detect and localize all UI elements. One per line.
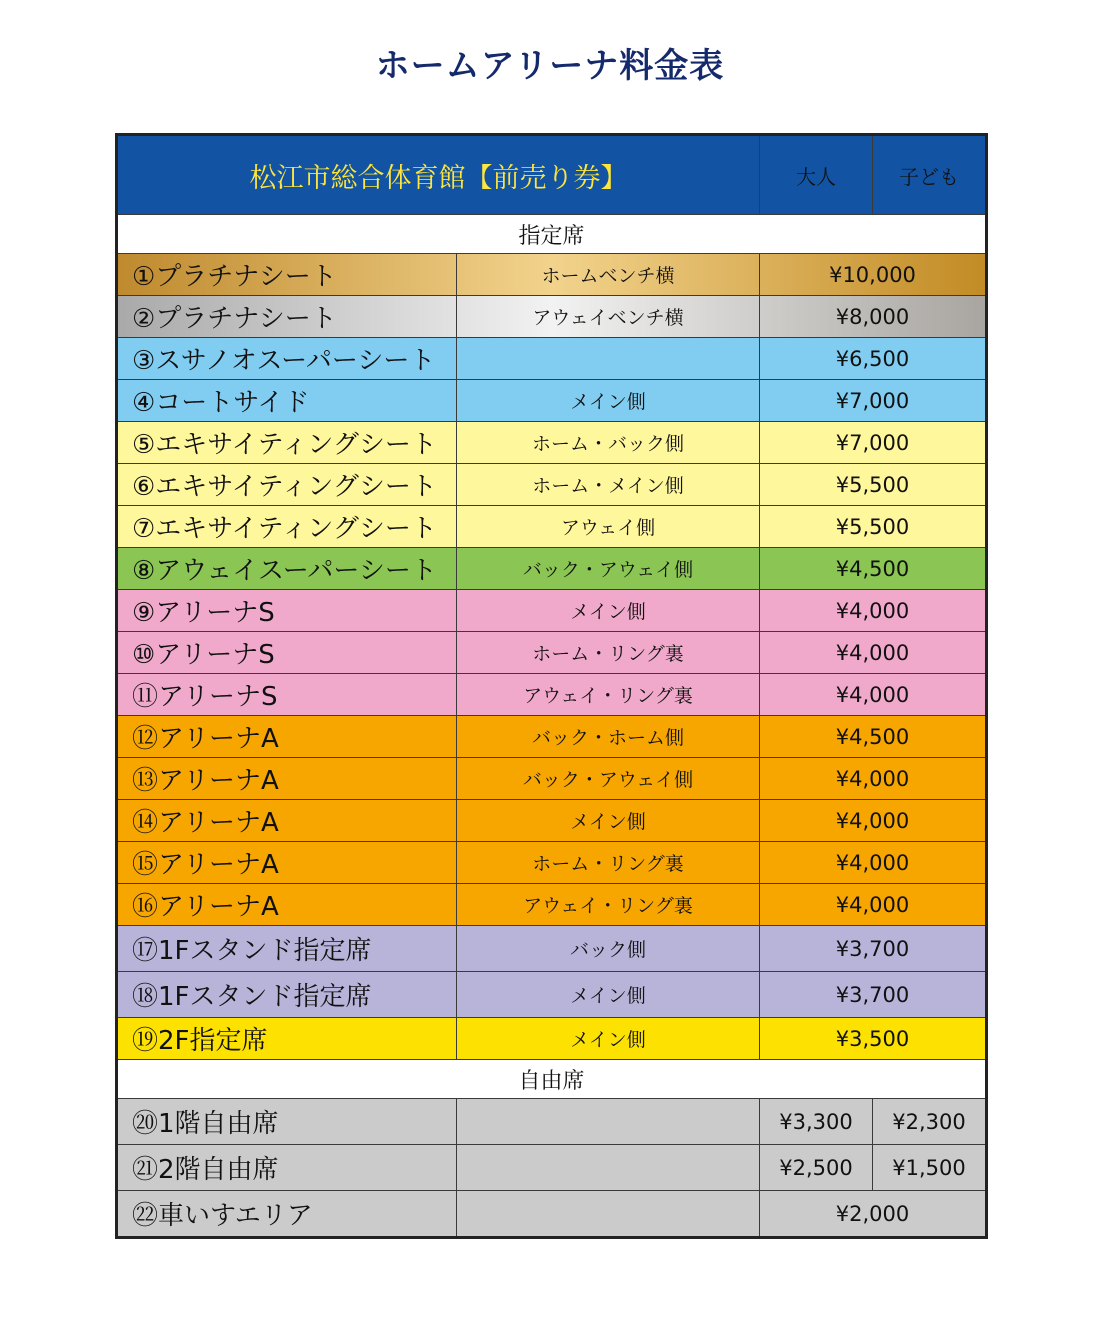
seat-area: メイン側: [457, 800, 760, 842]
child-header: 子ども: [873, 135, 987, 215]
table-row: [117, 590, 987, 632]
seat-name: ②プラチナシート: [117, 296, 457, 338]
seat-price: ¥4,000: [760, 842, 987, 884]
seat-name: ⑨アリーナS: [117, 590, 457, 632]
table-row: [117, 506, 987, 548]
seat-price: ¥4,000: [760, 884, 987, 926]
seat-price: ¥4,000: [760, 758, 987, 800]
seat-area: メイン側: [457, 590, 760, 632]
seat-name: ⑩アリーナS: [117, 632, 457, 674]
section-label-free: 自由席: [117, 1060, 987, 1099]
seat-area: メイン側: [457, 972, 760, 1018]
venue-header: 松江市総合体育館【前売り券】: [117, 135, 760, 215]
seat-area: バック・ホーム側: [457, 716, 760, 758]
child-price: ¥2,300: [873, 1099, 987, 1145]
seat-area: メイン側: [457, 380, 760, 422]
seat-price: ¥3,500: [760, 1018, 987, 1060]
seat-area: [457, 1099, 760, 1145]
table-row: [117, 338, 987, 380]
seat-name: ⑪アリーナS: [117, 674, 457, 716]
table-row: [117, 1145, 987, 1191]
table-header-row: [117, 135, 987, 215]
child-price: ¥1,500: [873, 1145, 987, 1191]
seat-name: ⑱1Fスタンド指定席: [117, 972, 457, 1018]
seat-price: ¥5,500: [760, 464, 987, 506]
seat-name: ⑦エキサイティングシート: [117, 506, 457, 548]
section-row-free: [117, 1060, 987, 1099]
table-row: [117, 972, 987, 1018]
seat-name: ㉑2階自由席: [117, 1145, 457, 1191]
seat-name: ⑫アリーナA: [117, 716, 457, 758]
seat-area: メイン側: [457, 1018, 760, 1060]
seat-area: アウェイ側: [457, 506, 760, 548]
table-row: [117, 1191, 987, 1238]
seat-name: ⑤エキサイティングシート: [117, 422, 457, 464]
page-title: ホームアリーナ料金表: [375, 46, 725, 86]
seat-name: ③スサノオスーパーシート: [117, 338, 457, 380]
seat-price: ¥10,000: [760, 254, 987, 296]
seat-name: ⑥エキサイティングシート: [117, 464, 457, 506]
seat-name: ④コートサイド: [117, 380, 457, 422]
seat-price: ¥4,000: [760, 632, 987, 674]
table-row: [117, 548, 987, 590]
seat-name: ㉒車いすエリア: [117, 1191, 457, 1238]
section-row-reserved: [117, 215, 987, 254]
seat-name: ⑯アリーナA: [117, 884, 457, 926]
seat-price: ¥8,000: [760, 296, 987, 338]
seat-name: ⑧アウェイスーパーシート: [117, 548, 457, 590]
seat-price: ¥7,000: [760, 422, 987, 464]
seat-price: ¥7,000: [760, 380, 987, 422]
seat-name: ⑲2F指定席: [117, 1018, 457, 1060]
seat-area: [457, 338, 760, 380]
table-row: [117, 296, 987, 338]
table-row: [117, 674, 987, 716]
seat-price: ¥4,000: [760, 674, 987, 716]
adult-header: 大人: [760, 135, 873, 215]
seat-price: ¥6,500: [760, 338, 987, 380]
seat-name: ⑬アリーナA: [117, 758, 457, 800]
seat-name: ⑮アリーナA: [117, 842, 457, 884]
section-label-reserved: 指定席: [117, 215, 987, 254]
table-row: [117, 758, 987, 800]
seat-price: ¥4,500: [760, 548, 987, 590]
seat-area: ホームベンチ横: [457, 254, 760, 296]
seat-area: アウェイベンチ横: [457, 296, 760, 338]
table-row: [117, 842, 987, 884]
seat-price: ¥5,500: [760, 506, 987, 548]
seat-price: ¥4,000: [760, 590, 987, 632]
seat-area: [457, 1191, 760, 1238]
seat-price: ¥3,700: [760, 972, 987, 1018]
table-row: [117, 254, 987, 296]
seat-area: アウェイ・リング裏: [457, 674, 760, 716]
seat-price: ¥2,000: [760, 1191, 987, 1238]
seat-area: バック・アウェイ側: [457, 758, 760, 800]
seat-area: ホーム・メイン側: [457, 464, 760, 506]
seat-area: バック・アウェイ側: [457, 548, 760, 590]
seat-price: ¥3,700: [760, 926, 987, 972]
table-row: [117, 800, 987, 842]
table-row: [117, 1099, 987, 1145]
seat-area: ホーム・バック側: [457, 422, 760, 464]
adult-price: ¥2,500: [760, 1145, 873, 1191]
seat-name: ①プラチナシート: [117, 254, 457, 296]
seat-area: アウェイ・リング裏: [457, 884, 760, 926]
table-row: [117, 380, 987, 422]
seat-price: ¥4,000: [760, 800, 987, 842]
seat-area: [457, 1145, 760, 1191]
seat-area: ホーム・リング裏: [457, 842, 760, 884]
table-row: [117, 926, 987, 972]
seat-name: ⑭アリーナA: [117, 800, 457, 842]
seat-price: ¥4,500: [760, 716, 987, 758]
table-row: [117, 422, 987, 464]
seat-area: バック側: [457, 926, 760, 972]
table-row: [117, 716, 987, 758]
table-row: [117, 632, 987, 674]
table-row: [117, 1018, 987, 1060]
adult-price: ¥3,300: [760, 1099, 873, 1145]
seat-area: ホーム・リング裏: [457, 632, 760, 674]
table-row: [117, 884, 987, 926]
table-row: [117, 464, 987, 506]
seat-name: ⑰1Fスタンド指定席: [117, 926, 457, 972]
price-table: [115, 133, 988, 1239]
seat-name: ⑳1階自由席: [117, 1099, 457, 1145]
